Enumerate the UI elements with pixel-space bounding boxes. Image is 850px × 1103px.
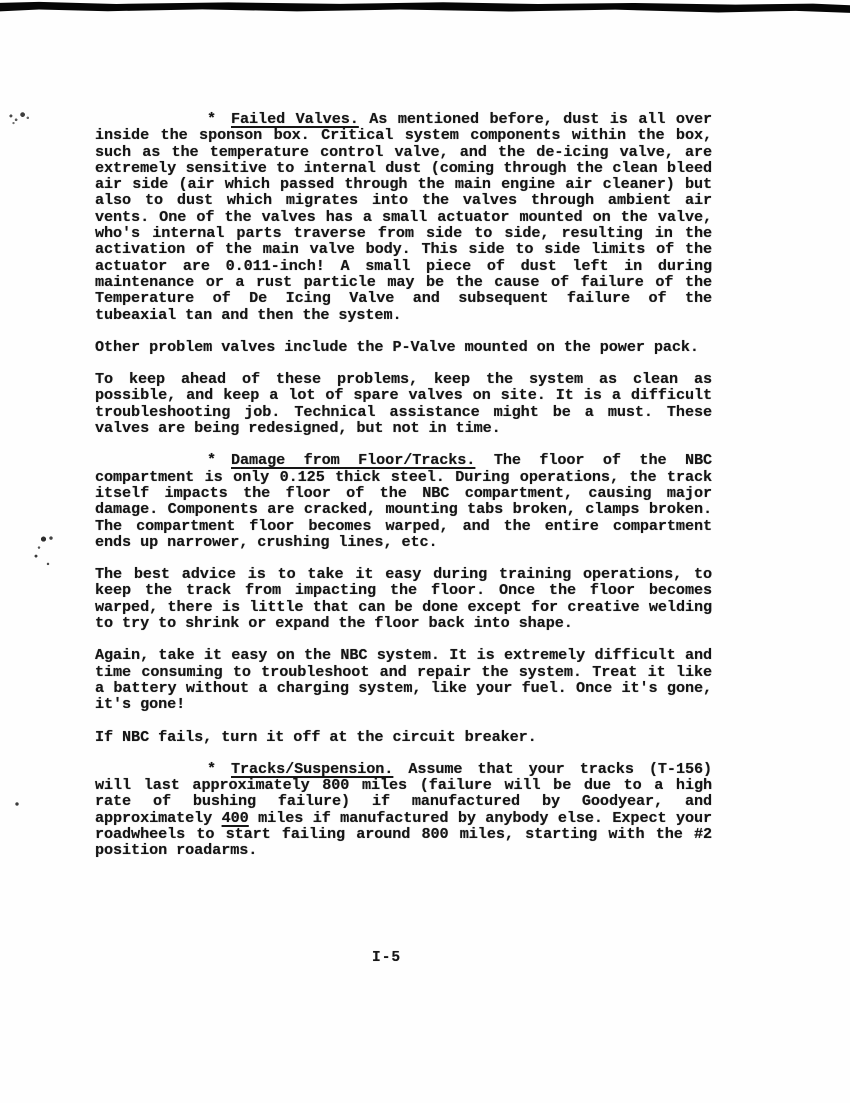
paragraph-floor-tracks [95, 452, 712, 550]
page-number: I-5 [372, 950, 402, 966]
scan-smudge [30, 534, 60, 568]
text-run: If NBC fails, turn it off at the circuit breaker. [95, 727, 537, 746]
paragraph-failed-valves [95, 111, 712, 323]
scan-artifact-band [0, 1, 850, 16]
text-run: miles if manufactured by anybody else. Expect your roadwheels to start failing around 800 miles, starting with the #2 position roadarms. [95, 808, 713, 860]
paragraph-tracks-susp [95, 761, 712, 859]
section-heading: Damage from Floor/Tracks. [231, 451, 476, 470]
document-body [95, 111, 712, 875]
bullet-asterisk: * [207, 110, 217, 128]
text-run: The best advice is to take it easy during training operations, to keep the track from impacting the floor. Once the floor becomes warped, there is little that can be done except for creative welding to try to shrink or expand the floor back into shape. [95, 565, 712, 633]
paragraph-nbc-fails [95, 729, 712, 745]
paragraph-keep-ahead [95, 371, 712, 436]
section-heading: Tracks/Suspension. [231, 759, 394, 778]
section-heading: Failed Valves. [231, 110, 359, 128]
paragraph-take-it-easy [95, 647, 712, 712]
text-run: The floor of the NBC compartment is only 0.125 thick steel. During operations, the track itself impacts the floor of the NBC compartment, causing major damage. Components are cracked, mounting tabs broken, clamps broken. The compartment floor becomes warped, and the entire compartment ends up narrower, crushing lines, etc. [95, 451, 712, 551]
text-run: Other problem valves include the P-Valve mounted on the power pack. [95, 337, 699, 356]
paragraph-best-advice [95, 566, 712, 631]
text-run: To keep ahead of these problems, keep the system as clean as possible, and keep a lot of spare valves on site. It is a difficult troubleshooting job. Technical assistance might be a must. These valves are being redesigned, but not in time. [95, 370, 712, 438]
underlined-value: 400 [221, 808, 249, 827]
bullet-asterisk: * [207, 451, 217, 470]
text-run: As mentioned before, dust is all over inside the sponson box. Critical system components within the box, such as the temperature control valve, and the de-icing valve, are extremely sensitive to internal dust (coming through the clean bleed air side (air which passed through the main engine air cleaner) but also to dust which migrates into the valves through ambient air vents. One of the valves has a small actuator mounted on the valve, who's internal parts traverse from side to side, resulting in the activation of the main valve body. This side to side limits of the actuator are 0.011-inch! A small piece of dust left in during maintenance or a rust particle may be the cause of failure of the Temperature of De Icing Valve and subsequent failure of the tubeaxial tan and then the system. [95, 110, 712, 324]
scan-smudge [7, 112, 33, 125]
scan-smudge [13, 800, 21, 808]
bullet-asterisk: * [207, 759, 217, 778]
text-run: Assume that your tracks (T-156) will last approximately 800 miles (failure will be due to a high rate of bushing failure) if manufactured by Goodyear, and approximately [95, 759, 712, 827]
text-run: Again, take it easy on the NBC system. It is extremely difficult and time consuming to troubleshoot and repair the system. Treat it like a battery without a charging system, like your fuel. Once it's gone, it's gone! [95, 646, 712, 714]
paragraph-other-valves [95, 339, 712, 355]
